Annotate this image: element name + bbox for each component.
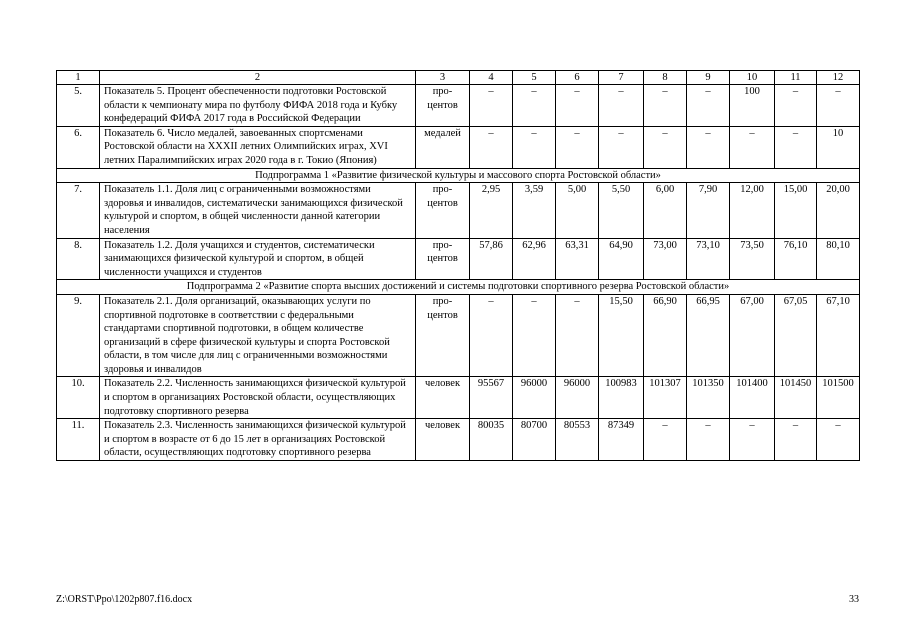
column-number-cell: 10: [730, 71, 775, 85]
value-cell: –: [644, 85, 687, 127]
value-cell: 7,90: [687, 183, 730, 238]
value-cell: 3,59: [513, 183, 556, 238]
indicator-row: [57, 85, 860, 127]
column-number-cell: 6: [556, 71, 599, 85]
value-cell: 5,00: [556, 183, 599, 238]
column-number-cell: 5: [513, 71, 556, 85]
value-cell: –: [687, 85, 730, 127]
value-cell: –: [513, 294, 556, 377]
row-number: 10.: [57, 377, 100, 419]
value-cell: –: [599, 126, 644, 168]
value-cell: –: [775, 419, 817, 461]
value-cell: 62,96: [513, 238, 556, 280]
unit-cell: человек: [416, 377, 470, 419]
value-cell: 67,10: [817, 294, 860, 377]
row-number: 5.: [57, 85, 100, 127]
value-cell: 2,95: [470, 183, 513, 238]
column-number-cell: 8: [644, 71, 687, 85]
value-cell: 101350: [687, 377, 730, 419]
value-cell: –: [775, 85, 817, 127]
value-cell: –: [730, 126, 775, 168]
value-cell: –: [470, 126, 513, 168]
value-cell: 67,05: [775, 294, 817, 377]
subprogram-row: [57, 168, 860, 183]
value-cell: 5,50: [599, 183, 644, 238]
value-cell: 87349: [599, 419, 644, 461]
column-number-cell: 1: [57, 71, 100, 85]
value-cell: 80553: [556, 419, 599, 461]
value-cell: 96000: [513, 377, 556, 419]
column-number-cell: 4: [470, 71, 513, 85]
value-cell: 10: [817, 126, 860, 168]
indicator-text: Показатель 2.3. Численность занимающихся физической культурой и спортом в возрасте от 6 до 15 лет в организациях Ростовской области, осуществляющих подготовку спортивного резерва: [100, 419, 416, 461]
indicator-row: [57, 126, 860, 168]
footer-page-number: 33: [849, 594, 859, 605]
unit-cell: про- центов: [416, 294, 470, 377]
value-cell: –: [513, 126, 556, 168]
indicator-row: [57, 377, 860, 419]
unit-cell: про- центов: [416, 238, 470, 280]
value-cell: 76,10: [775, 238, 817, 280]
value-cell: 63,31: [556, 238, 599, 280]
value-cell: –: [556, 126, 599, 168]
indicator-row: [57, 294, 860, 377]
subprogram-title: Подпрограмма 2 «Развитие спорта высших достижений и системы подготовки спортивного резерва Ростовской области»: [57, 280, 860, 295]
row-number: 11.: [57, 419, 100, 461]
indicator-text: Показатель 2.1. Доля организаций, оказывающих услуги по спортивной подготовке в соответствии с федеральными стандартами спортивной подготовки, в общем количестве организаций в сфере физической культуры и спорта Ростовской области, в том числе для лиц с ограниченными возможностями здоровья и инвалидов: [100, 294, 416, 377]
value-cell: 101500: [817, 377, 860, 419]
value-cell: 101400: [730, 377, 775, 419]
value-cell: 15,00: [775, 183, 817, 238]
column-number-cell: 3: [416, 71, 470, 85]
value-cell: –: [687, 419, 730, 461]
indicator-row: [57, 238, 860, 280]
column-number-cell: 2: [100, 71, 416, 85]
column-number-cell: 11: [775, 71, 817, 85]
value-cell: –: [687, 126, 730, 168]
subprogram-row: [57, 280, 860, 295]
value-cell: 6,00: [644, 183, 687, 238]
column-number-cell: 12: [817, 71, 860, 85]
value-cell: –: [599, 85, 644, 127]
value-cell: 73,00: [644, 238, 687, 280]
indicator-row: [57, 183, 860, 238]
indicator-text: Показатель 1.1. Доля лиц с ограниченными возможностями здоровья и инвалидов, систематически занимающихся физической культурой и спортом, в общей численности данной категории населения: [100, 183, 416, 238]
value-cell: 12,00: [730, 183, 775, 238]
value-cell: –: [470, 85, 513, 127]
row-number: 6.: [57, 126, 100, 168]
column-number-cell: 9: [687, 71, 730, 85]
value-cell: –: [730, 419, 775, 461]
value-cell: 66,95: [687, 294, 730, 377]
value-cell: 101450: [775, 377, 817, 419]
value-cell: 95567: [470, 377, 513, 419]
subprogram-title: Подпрограмма 1 «Развитие физической культуры и массового спорта Ростовской области»: [57, 168, 860, 183]
value-cell: 80700: [513, 419, 556, 461]
row-number: 8.: [57, 238, 100, 280]
value-cell: –: [470, 294, 513, 377]
indicator-text: Показатель 6. Число медалей, завоеванных спортсменами Ростовской области на XXXII летних Олимпийских играх, XVI летних Паралимпийских играх 2020 года в г. Токио (Япония): [100, 126, 416, 168]
column-number-cell: 7: [599, 71, 644, 85]
value-cell: 66,90: [644, 294, 687, 377]
value-cell: 64,90: [599, 238, 644, 280]
value-cell: 101307: [644, 377, 687, 419]
value-cell: –: [644, 419, 687, 461]
value-cell: 100: [730, 85, 775, 127]
value-cell: –: [817, 419, 860, 461]
footer-file-path: Z:\ORST\Ppo\1202p807.f16.docx: [56, 594, 193, 605]
row-number: 9.: [57, 294, 100, 377]
indicators-table: [56, 70, 860, 461]
value-cell: 80035: [470, 419, 513, 461]
indicator-text: Показатель 2.2. Численность занимающихся физической культурой и спортом в организациях Ростовской области, осуществляющих подготовку спортивного резерва: [100, 377, 416, 419]
value-cell: 20,00: [817, 183, 860, 238]
indicator-text: Показатель 5. Процент обеспеченности подготовки Ростовской области к чемпионату мира по футболу ФИФА 2018 года и Кубку конфедераций ФИФА 2017 года в Российской Федерации: [100, 85, 416, 127]
value-cell: 57,86: [470, 238, 513, 280]
indicator-text: Показатель 1.2. Доля учащихся и студентов, систематически занимающихся физической культурой и спортом, в общей численности учащихся и студентов: [100, 238, 416, 280]
value-cell: 100983: [599, 377, 644, 419]
unit-cell: медалей: [416, 126, 470, 168]
value-cell: –: [556, 294, 599, 377]
value-cell: 15,50: [599, 294, 644, 377]
unit-cell: про- центов: [416, 183, 470, 238]
unit-cell: человек: [416, 419, 470, 461]
column-number-row: [57, 71, 860, 85]
value-cell: –: [556, 85, 599, 127]
unit-cell: про- центов: [416, 85, 470, 127]
row-number: 7.: [57, 183, 100, 238]
value-cell: 73,50: [730, 238, 775, 280]
value-cell: 96000: [556, 377, 599, 419]
value-cell: –: [817, 85, 860, 127]
value-cell: 80,10: [817, 238, 860, 280]
value-cell: 67,00: [730, 294, 775, 377]
value-cell: –: [513, 85, 556, 127]
indicator-row: [57, 419, 860, 461]
value-cell: 73,10: [687, 238, 730, 280]
value-cell: –: [644, 126, 687, 168]
value-cell: –: [775, 126, 817, 168]
